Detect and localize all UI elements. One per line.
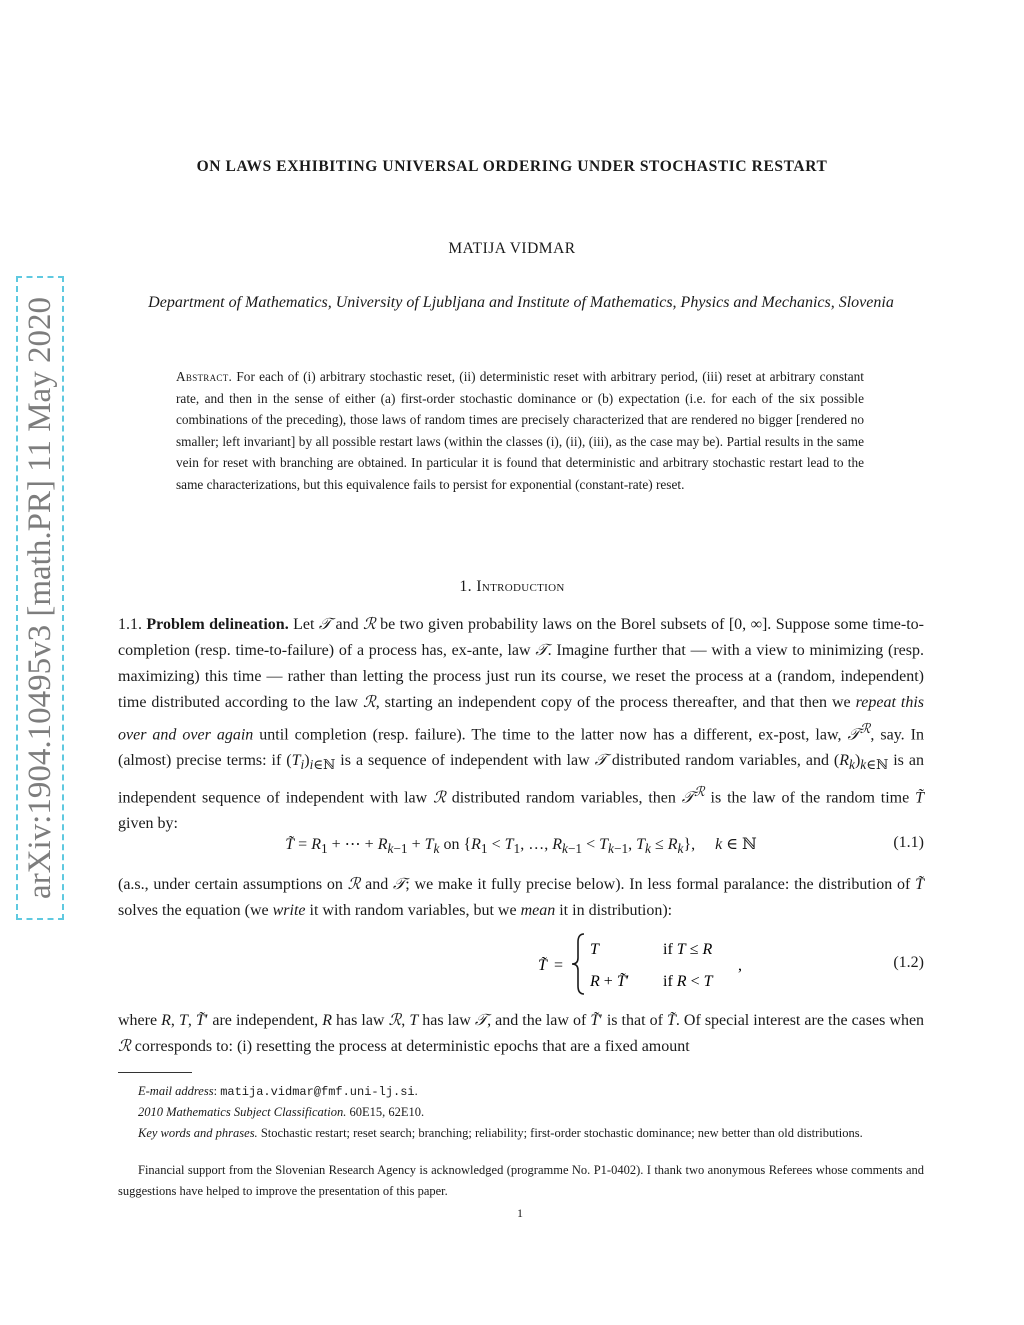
svg-text:T̃: T̃ [538,957,547,974]
svg-text:=: = [554,957,564,974]
keywords-label: Key words and phrases. [138,1126,258,1140]
abstract-text: For each of (i) arbitrary stochastic reset, (ii) deterministic reset with arbitrary period, (iii) reset at arbitrary constant rate, and then in the sense of either (a) first-order stochastic dominance or (b) expectation (i.e. for each of the six possible combinations of the preceding), those laws of random times are precisely characterized that are rendered no bigger [rendered no smaller; left invariant] by all possible restart laws (within the classes (i), (ii), (iii), as the case may be). Partial results in the same vein for reset with branching are obtained. In particular it is found that deterministic and arbitrary stochastic restart lead to the same characterizations, but this equivalence fails to persist for exponential (constant-rate) reset. [176,369,864,492]
keywords-text: Stochastic restart; reset search; branching; reliability; first-order stochastic dominance; new better than old distributions. [260,1126,863,1140]
email-address[interactable]: matija.vidmar@fmf.uni-lj.si [220,1085,415,1099]
msc-codes: 60E15, 62E10. [349,1105,425,1119]
equation-1-2 [118,932,924,996]
page-number: 1 [517,1206,523,1220]
piecewise-brace-icon [538,932,758,996]
intro-paragraph-1: 1.1. Problem delineation. Let 𝒯 and ℛ be two given probability laws on the Borel subsets of [0, ∞]. Suppose some time-to-completion (resp. time-to-failure) of a process has, ex-ante, law 𝒯. Imagine further that — with a view to minimizing (resp. maximizing) this time — rather than letting the process just run its course, we reset the process at a (random, independent) time distributed according to the law ℛ, starting an independent copy of the process thereafter, and that then we repeat this over and over again until completion (resp. failure). The time to the latter now has a different, ex-post, law, 𝒯$^ℛ$, say. In (almost) precise terms: if $(T_i)_{i\in ℕ}$ is a sequence of independent with law 𝒯 distributed random variables, and $(R_k)_{k\in ℕ}$ is an independent sequence of independent with law ℛ distributed random variables, then 𝒯$^ℛ$ is the law of the random time T̃ given by: [118,616,925,832]
author-name: MATIJA VIDMAR [448,240,576,257]
email-label: E-mail address [138,1084,214,1098]
footnote-divider [118,1072,192,1073]
abstract [176,366,864,495]
footnote-funding: Financial support from the Slovenian Research Agency is acknowledged (programme No. P1-0402). I thank two anonymous Referees whose comments and suggestions have helped to improve the presentation of this paper. [118,1163,924,1198]
intro-paragraph-2: (a.s., under certain assumptions on ℛ and 𝒯; we make it fully precise below). In less formal paralance: the distribution of T̃ solves the equation (we write it with random variables, but we mean it in distribution): [118,876,924,919]
footnote-email: E-mail address: matija.vidmar@fmf.uni-lj.si. [138,1084,418,1099]
affiliation: Department of Mathematics, University of Ljubljana and Institute of Mathematics, Physics and Mechanics, Slovenia [148,294,894,311]
svg-text:T: T [590,941,599,958]
subsection-title: Problem delineation. [146,616,289,633]
svg-text:if R < T: if R < T [663,973,713,990]
equation-1-1-body: T̃ = $R_1$ + ⋯ + $R_{k-1} + T_k$ on {$R_1 < T_1$, …, $R_{k-1} < T_{k-1}$, $T_k \le R_k$}, k ∈ ℕ [285,836,757,857]
msc-label: 2010 Mathematics Subject Classification. [138,1105,347,1119]
equation-1-1-number: (1.1) [893,834,924,851]
svg-text:if T ≤ R: if T ≤ R [663,941,713,958]
intro-paragraph-3: where R, T, T̃′ are independent, R has law ℛ, T has law 𝒯, and the law of T̃′ is that of T̃. Of special interest are the cases when ℛ corresponds to: (i) resetting the process at deterministic epochs that are a fixed amount [118,1012,925,1055]
equation-1-2-number: (1.2) [893,954,924,971]
subsection-number: 1.1. [118,616,142,633]
svg-text:,: , [738,957,742,974]
equation-1-2-body [538,932,758,1001]
equation-1-1 [118,834,924,857]
paper-title: ON LAWS EXHIBITING UNIVERSAL ORDERING UNDER STOCHASTIC RESTART [196,158,828,175]
arxiv-stamp: arXiv:1904.10495v3 [math.PR] 11 May 2020 [16,276,64,920]
abstract-label: Abstract. [176,369,233,384]
svg-text:R + T̃′: R + T̃′ [590,973,630,990]
section-heading: 1. Introduction [459,578,565,595]
footnote-msc [118,1102,924,1123]
footnote-keywords [118,1123,924,1144]
